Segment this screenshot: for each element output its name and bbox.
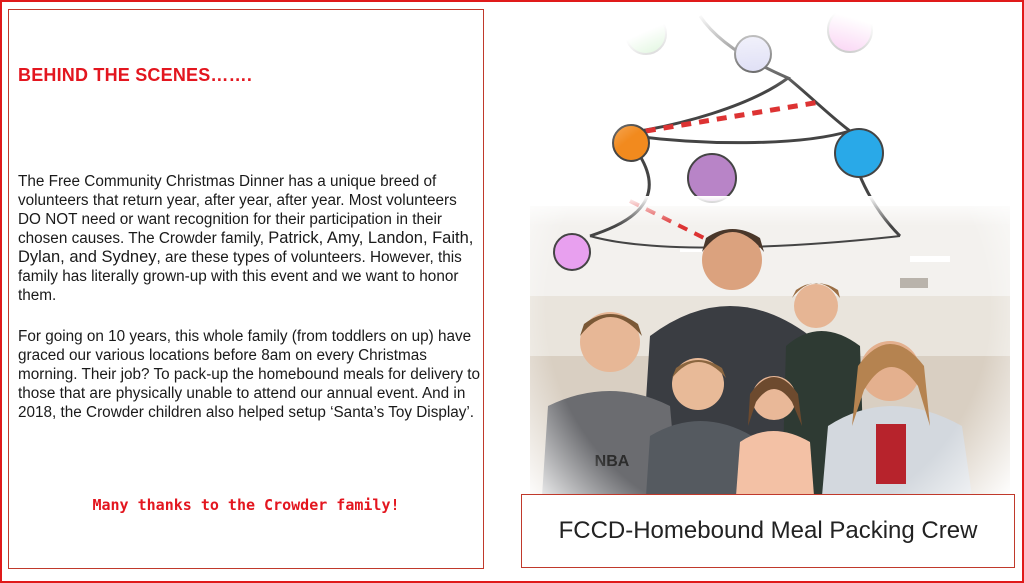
photo-caption: FCCD-Homebound Meal Packing Crew <box>558 517 978 544</box>
text-panel <box>8 9 484 569</box>
family-names: Patrick, Amy, Landon, Faith, Dylan, and Sydney <box>18 229 474 266</box>
paragraph-2: For going on 10 years, this whole family (from toddlers on up) have graced our various locations before 8am on every Christmas morning. Their job? To pack-up the homebound meals for delivery to those that are physically unable to attend our annual event. And in 2018, the Crowder children also helped setup ‘Santa’s Toy Display’. <box>18 328 480 421</box>
article-heading: BEHIND THE SCENES……. <box>18 65 253 85</box>
paragraph-1-end: , are these types of volunteers. However, this family has literally grown-up with this event and we want to honor them. <box>18 249 462 304</box>
photo-illustration <box>520 6 1016 496</box>
photo-vignette <box>520 6 1016 496</box>
photo-top-fade <box>520 196 1016 226</box>
paragraph-1 <box>18 172 480 305</box>
photo-caption-box <box>521 494 1015 568</box>
paragraph-1-start: The Free Community Christmas Dinner has a unique breed of volunteers that return year, after year, after year. Most volunteers DO NOT need or want recognition for their participation in their chosen causes. The Crowder family, <box>18 173 457 247</box>
thanks-line: Many thanks to the Crowder family! <box>92 496 400 514</box>
family-photo <box>520 6 1016 496</box>
